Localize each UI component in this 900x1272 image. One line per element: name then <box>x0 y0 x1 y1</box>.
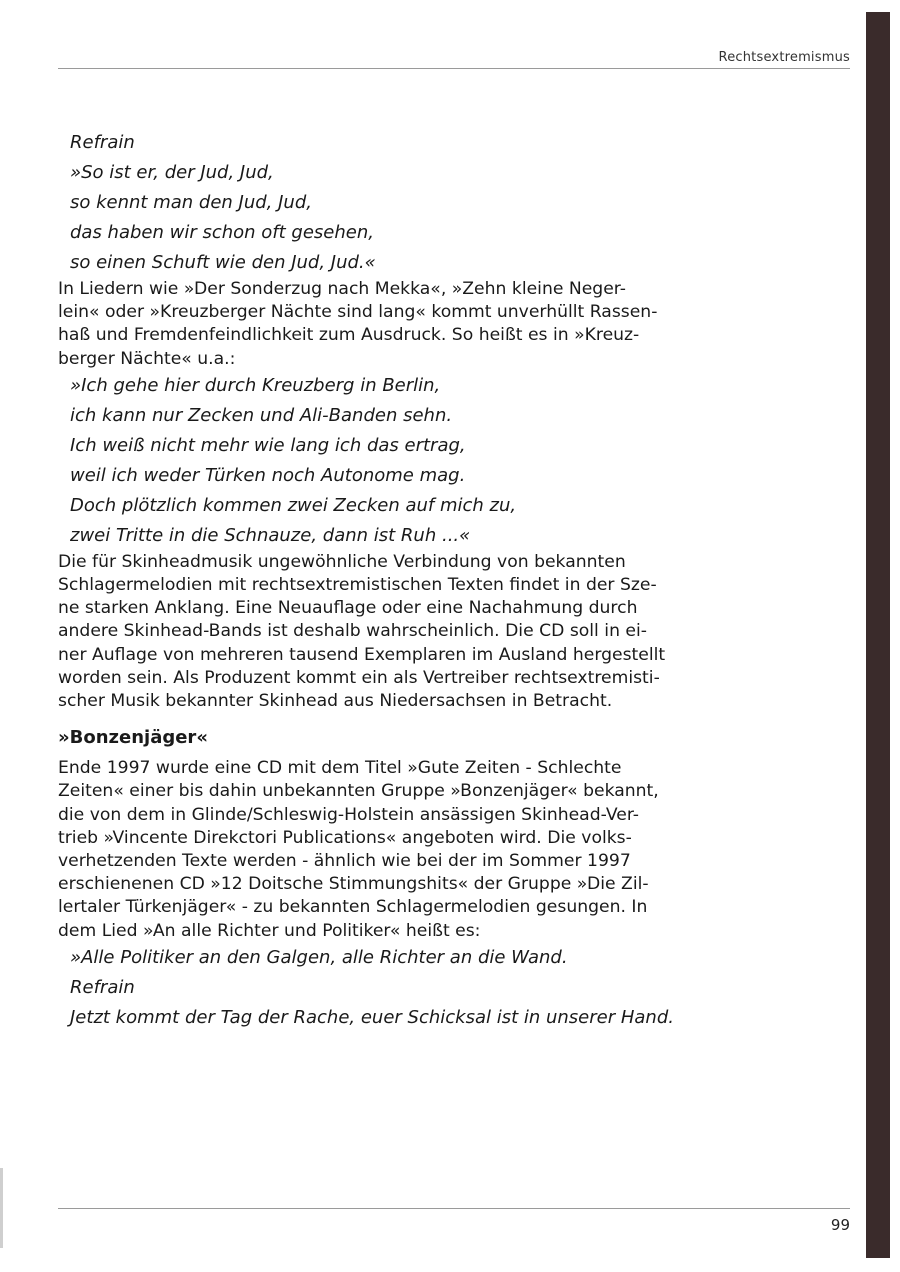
verse-refrain-block <box>58 128 850 278</box>
text-line: Ende 1997 wurde eine CD mit dem Titel »Gute Zeiten - Schlechte <box>58 758 622 779</box>
text-line: Schlagermelodien mit rechtsextremistischen Texten findet in der Sze- <box>58 575 657 596</box>
paragraph-skinheadmusik <box>58 551 850 713</box>
footer-rule <box>58 1208 850 1209</box>
section-heading: »Bonzenjäger« <box>58 727 208 749</box>
page-body <box>58 128 850 1033</box>
text-line: die von dem in Glinde/Schleswig-Holstein ansässigen Skinhead-Ver- <box>58 804 639 825</box>
verse-line: »So ist er, der Jud, Jud, <box>70 162 274 183</box>
verse-politiker-block <box>58 943 850 1033</box>
scan-edge-mark <box>0 1168 3 1248</box>
verse-line: so kennt man den Jud, Jud, <box>70 192 312 213</box>
paragraph-bonzenjaeger <box>58 757 850 943</box>
text-line: Zeiten« einer bis dahin unbekannten Gruppe »Bonzenjäger« bekannt, <box>58 781 659 802</box>
verse-line: Doch plötzlich kommen zwei Zecken auf mich zu, <box>70 494 517 516</box>
text-line: ne starken Anklang. Eine Neuauflage oder eine Nachahmung durch <box>58 598 638 619</box>
text-line: verhetzenden Texte werden - ähnlich wie bei der im Sommer 1997 <box>58 851 631 872</box>
running-header: Rechtsextremismus <box>718 50 850 65</box>
text-line: andere Skinhead-Bands ist deshalb wahrscheinlich. Die CD soll in ei- <box>58 621 647 642</box>
page-edge-bar <box>866 12 890 1258</box>
text-line: berger Nächte« u.a.: <box>58 348 236 369</box>
verse-line: ich kann nur Zecken und Ali-Banden sehn. <box>70 404 453 426</box>
text-line: erschienenen CD »12 Doitsche Stimmungshits« der Gruppe »Die Zil- <box>58 874 649 895</box>
verse-line: »Ich gehe hier durch Kreuzberg in Berlin, <box>70 374 441 396</box>
text-line: trieb »Vincente Direkctori Publications« angeboten wird. Die volks- <box>58 827 632 848</box>
verse-line: Refrain <box>70 132 135 153</box>
text-line: haß und Fremdenfeindlichkeit zum Ausdruck. So heißt es in »Kreuz- <box>58 325 640 346</box>
verse-line: Refrain <box>70 976 135 998</box>
verse-line: weil ich weder Türken noch Autonome mag. <box>70 464 466 486</box>
verse-line: so einen Schuft wie den Jud, Jud.« <box>70 252 376 273</box>
text-line: worden sein. Als Produzent kommt ein als Vertreiber rechtsextremisti- <box>58 667 660 688</box>
verse-line: Ich weiß nicht mehr wie lang ich das ertrag, <box>70 434 466 456</box>
verse-line: das haben wir schon oft gesehen, <box>70 222 374 243</box>
text-line: lertaler Türkenjäger« - zu bekannten Schlagermelodien gesungen. In <box>58 897 648 918</box>
text-line: lein« oder »Kreuzberger Nächte sind lang« kommt unverhüllt Rassen- <box>58 302 658 323</box>
paragraph-liedern <box>58 278 850 371</box>
text-line: Die für Skinheadmusik ungewöhnliche Verbindung von bekannten <box>58 551 626 572</box>
verse-kreuzberg-block <box>58 371 850 551</box>
header-rule <box>58 68 850 69</box>
text-line: scher Musik bekannter Skinhead aus Niedersachsen in Betracht. <box>58 691 613 712</box>
verse-line: »Alle Politiker an den Galgen, alle Richter an die Wand. <box>70 946 568 968</box>
text-line: ner Auflage von mehreren tausend Exemplaren im Ausland hergestellt <box>58 644 666 665</box>
text-line: dem Lied »An alle Richter und Politiker« heißt es: <box>58 920 481 941</box>
verse-line: zwei Tritte in die Schnauze, dann ist Ruh ...« <box>70 524 471 546</box>
page-number: 99 <box>830 1216 850 1234</box>
text-line: In Liedern wie »Der Sonderzug nach Mekka«, »Zehn kleine Neger- <box>58 279 626 299</box>
verse-line: Jetzt kommt der Tag der Rache, euer Schicksal ist in unserer Hand. <box>70 1006 674 1028</box>
